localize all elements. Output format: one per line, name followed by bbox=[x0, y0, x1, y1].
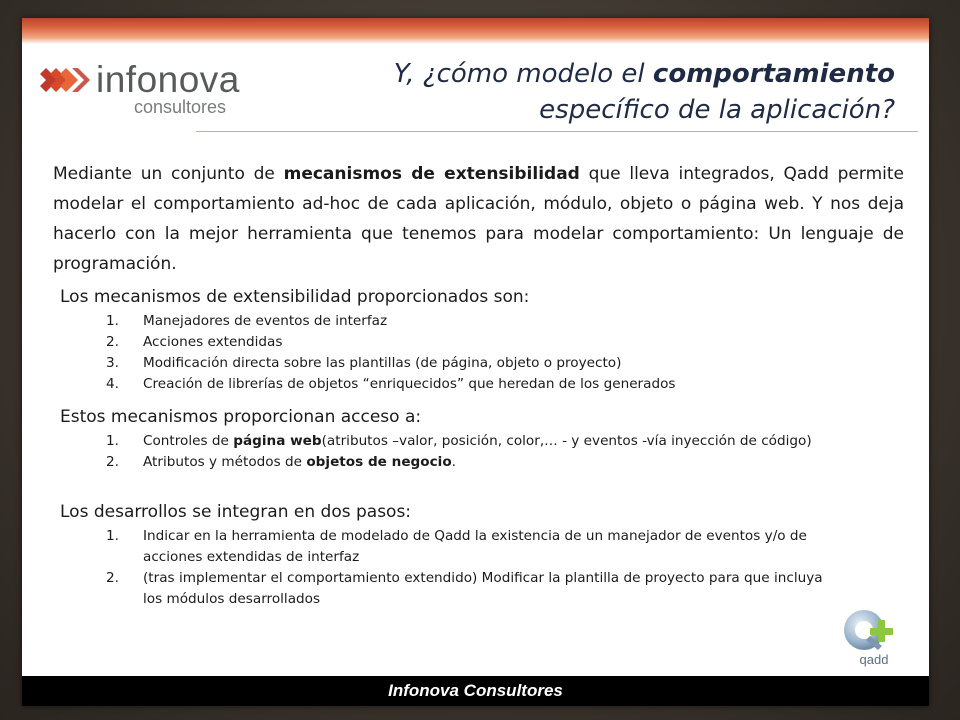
list-item: 3. Modificación directa sobre las plantillas (de página, objeto o proyecto) bbox=[106, 355, 622, 371]
list-item: 2. (tras implementar el comportamiento extendido) Modificar la plantilla de proyecto para que incluya los módulos desarrollados bbox=[106, 570, 823, 607]
list-item: 1. Manejadores de eventos de interfaz bbox=[106, 313, 388, 329]
slide bbox=[22, 18, 929, 706]
qadd-logo bbox=[838, 606, 906, 670]
steps-list bbox=[60, 526, 860, 610]
page-title bbox=[275, 56, 895, 128]
list-item: 2. Acciones extendidas bbox=[106, 334, 283, 350]
list-item: 2. Atributos y métodos de objetos de negocio. bbox=[106, 454, 456, 470]
list-item: 1. Controles de página web(atributos –valor, posición, color,… - y eventos -vía inyección de código) bbox=[106, 433, 812, 449]
section-steps bbox=[60, 501, 860, 610]
logo-name: infonova bbox=[96, 59, 240, 100]
infonova-logo bbox=[40, 60, 240, 120]
mechanisms-list bbox=[60, 311, 860, 395]
footer-text: Infonova Consultores bbox=[388, 681, 563, 700]
section-heading: Estos mecanismos proporcionan acceso a: bbox=[60, 407, 422, 427]
title-line-2: específico de la aplicación? bbox=[539, 95, 895, 125]
section-heading: Los mecanismos de extensibilidad proporcionados son: bbox=[60, 287, 530, 307]
qadd-logo-icon bbox=[838, 606, 906, 670]
footer-bar bbox=[22, 676, 929, 706]
intro-paragraph: Mediante un conjunto de mecanismos de extensibilidad que lleva integrados, Qadd permite modelar el comportamiento ad-hoc de cada aplicación, módulo, objeto o página web. Y nos deja hacerlo con la mejor herramienta que tenemos para modelar comportamiento: Un lenguaje de programación. bbox=[53, 164, 904, 274]
section-mechanisms bbox=[60, 286, 860, 395]
section-access bbox=[60, 406, 860, 473]
logo-sub: consultores bbox=[134, 97, 227, 117]
top-accent-band bbox=[22, 18, 929, 44]
title-line-1: Y, ¿cómo modelo el comportamiento bbox=[393, 59, 895, 89]
section-heading: Los desarrollos se integran en dos pasos: bbox=[60, 502, 412, 522]
infonova-mark-icon bbox=[40, 62, 92, 98]
svg-text:qadd: qadd bbox=[859, 652, 889, 667]
list-item: 1. Indicar en la herramienta de modelado de Qadd la existencia de un manejador de eventos y/o de acciones extendidas de interfaz bbox=[106, 528, 807, 565]
list-item: 4. Creación de librerías de objetos “enriquecidos” que heredan de los generados bbox=[106, 376, 676, 392]
access-list bbox=[60, 431, 860, 473]
title-divider bbox=[196, 131, 918, 132]
